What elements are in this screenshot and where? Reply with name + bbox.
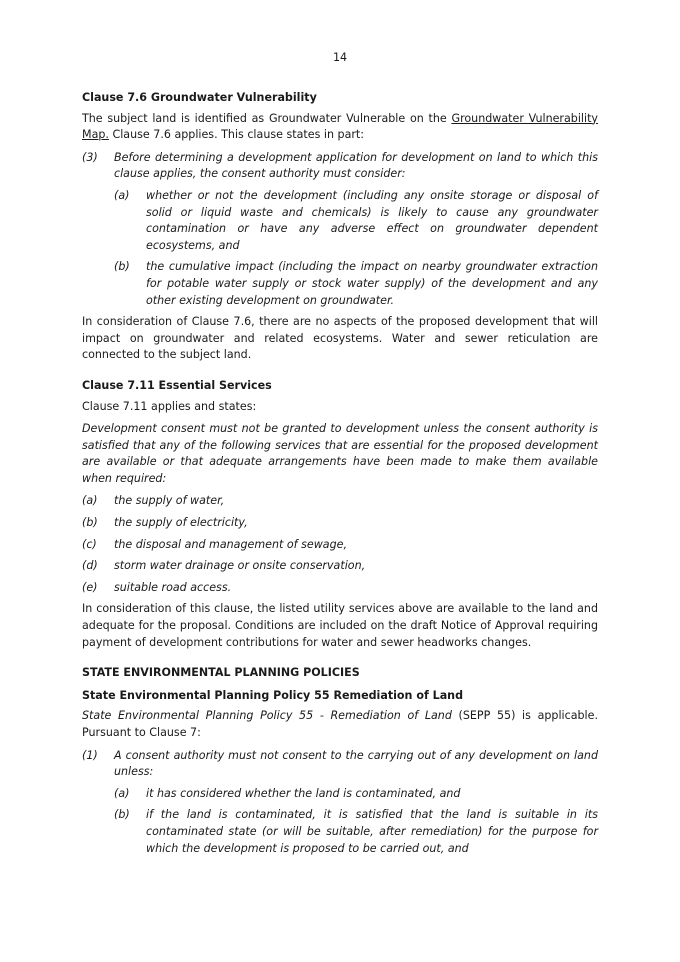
page-number: 14 [332,51,348,64]
clause-7-11-item-b: (b) the supply of electricity, [82,516,248,530]
clause-7-6-consideration: In consideration of Clause 7.6, there are no aspects of the proposed development that will impact on groundwater and related ecosystems. Water and sewer reticulation are connected to the subject land. [82,315,598,362]
clause-7-11-item-e: (e) suitable road access. [82,580,232,594]
page-content [82,90,598,862]
groundwater-map-reference: Groundwater Vulnerability Map. [82,111,598,142]
clause-7-6-intro: The subject land is identified as Groundwater Vulnerable on the Groundwater Vulnerability Map. Clause 7.6 applies. This clause states in part: [82,111,598,142]
sepp-55-subclause-1: (1) A consent authority must not consent to the carrying out of any development on land unless: [82,748,598,779]
clause-7-11-quote: Development consent must not be granted to development unless the consent authority is satisfied that any of the following services that are essential for the proposed development are available or that adequate arrangements have been made to make them available when required: [82,422,598,485]
clause-7-11-item-d: (d) storm water drainage or onsite conservation, [82,559,366,573]
sepp-55-item-a: (a) it has considered whether the land is contaminated, and [114,786,461,800]
clause-7-11-consideration: In consideration of this clause, the listed utility services above are available to the land and adequate for the proposal. Conditions are included on the draft Notice of Approval requiring payment of development contributions for water and sewer headworks changes. [82,602,598,649]
clause-7-11-item-a: (a) the supply of water, [82,494,225,508]
clause-7-11-item-c: (c) the disposal and management of sewage, [82,537,347,551]
sepp-section-heading: STATE ENVIRONMENTAL PLANNING POLICIES [82,666,360,680]
sepp-55-item-b: (b) if the land is contaminated, it is satisfied that the land is suitable in its contaminated state (or will be suitable, after remediation) for the purpose for which the development is proposed to be carried out, and [114,808,598,855]
clause-7-6-item-b: (b) the cumulative impact (including the impact on nearby groundwater extraction for potable water supply or stock water supply) of the development and any other existing development on groundwater. [114,260,598,307]
clause-7-11-intro: Clause 7.11 applies and states: [82,399,257,413]
clause-7-6-item-a: (a) whether or not the development (including any onsite storage or disposal of solid or liquid waste and chemicals) is likely to cause any groundwater contamination or have any adverse effect on groundwater dependent ecosystems, and [114,188,598,252]
sepp-55-intro: State Environmental Planning Policy 55 - Remediation of Land (SEPP 55) is applicable. Pursuant to Clause 7: [82,709,598,739]
clause-7-6-heading: Clause 7.6 Groundwater Vulnerability [82,91,317,104]
clause-7-6-subclause-3: (3) Before determining a development application for development on land to which this clause applies, the consent authority must consider: [82,150,598,181]
clause-7-11-heading: Clause 7.11 Essential Services [82,378,272,392]
sepp-55-heading: State Environmental Planning Policy 55 Remediation of Land [82,688,464,702]
